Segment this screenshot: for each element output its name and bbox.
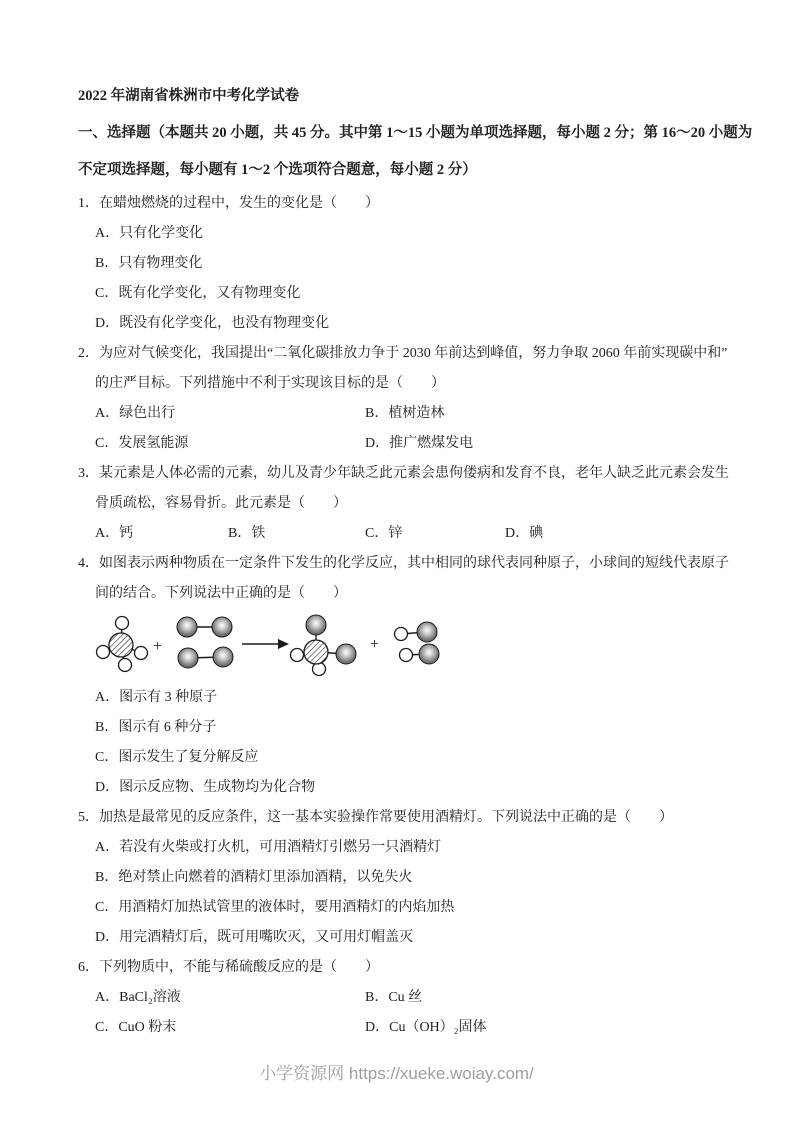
question-4 [78,549,729,803]
question-4-stem-line-2: 间的结合。下列说法中正确的是（ ） [95,586,347,601]
question-3-options-row [78,519,721,549]
product-molecule-central [291,615,357,676]
question-4-number: 4． [78,556,99,571]
question-4-option-b: B．图示有 6 种分子 [95,720,217,735]
atom-large [212,617,232,637]
page-title: 2022 年湖南省株洲市中考化学试卷 [78,88,300,104]
question-5-option-a: A．若没有火柴或打火机，可用酒精灯引燃另一只酒精灯 [95,840,442,855]
question-6-option-d: D．Cu（OH）₂固体 [365,1020,487,1035]
footer-link[interactable]: 小学资源网 https://xueke.woiay.com/ [259,1064,534,1083]
plus-sign: + [153,638,163,655]
question-6 [78,953,721,1043]
question-2-stem-line-2: 的庄严目标。下列措施中不利于实现该目标的是（ ） [95,376,445,391]
question-3-option-d: D．碘 [505,526,544,541]
atom-small [291,649,304,662]
question-2-number: 2． [78,346,99,361]
question-5-stem-text: 加热是最常见的反应条件，这一基本实验操作常要使用酒精灯。下列说法中正确的是（ ） [99,810,673,825]
atom-small [395,628,408,641]
question-1-option-a: A．只有化学变化 [95,226,204,241]
question-6-number: 6． [78,960,99,975]
question-3-stem-text: 某元素是人体必需的元素，幼儿及青少年缺乏此元素会患佝偻病和发育不良，老年人缺乏此元素会发生 [99,466,729,481]
site-footer [0,1062,793,1086]
question-6-option-b: B．Cu 丝 [365,990,423,1005]
question-4-stem-text: 如图表示两种物质在一定条件下发生的化学反应，其中相同的球代表同种原子，小球间的短线代表原子 [99,556,729,571]
atom-central-hatched [304,640,328,664]
question-2 [78,339,728,459]
question-3-stem-line-2: 骨质疏松，容易骨折。此元素是（ ） [95,496,347,511]
atom-small [97,646,110,659]
question-2-option-b: B．植树造林 [365,406,445,421]
question-5-option-c: C．用酒精灯加热试管里的液体时，要用酒精灯的内焰加热 [95,900,455,915]
section-heading [78,115,753,189]
question-5-option-b: B．绝对禁止向燃着的酒精灯里添加酒精，以免失火 [95,870,413,885]
question-6-stem-text: 下列物质中，不能与稀硫酸反应的是（ ） [99,960,379,975]
question-1-option-c: C．既有化学变化，又有物理变化 [95,286,301,301]
question-3 [78,459,729,549]
question-1-option-d: D．既没有化学变化，也没有物理变化 [95,316,330,331]
question-3-option-a: A．钙 [95,526,134,541]
question-2-options-row-2 [78,429,721,459]
atom-central-hatched [109,633,133,657]
plus-sign: + [370,636,380,653]
question-2-option-a: A．绿色出行 [95,406,176,421]
question-6-stem [78,953,721,983]
question-5-option-d: D．用完酒精灯后，既可用嘴吹灭，又可用灯帽盖灭 [95,930,414,945]
question-4-option-c: C．图示发生了复分解反应 [95,750,259,765]
atom-small [135,647,148,660]
question-4-stem-line-1 [78,549,729,579]
question-2-stem-line-1 [78,339,728,369]
atom-small [400,649,413,662]
question-1-option-b: B．只有物理变化 [95,256,203,271]
atom-large [213,647,233,667]
section-heading-line-1: 一、选择题（本题共 20 小题，共 45 分。其中第 1～15 小题为单项选择题，每小题 2 分；第 16～20 小题为 [78,125,753,141]
question-6-options-row-1 [78,983,721,1013]
question-3-stem-line-1 [78,459,729,489]
question-3-option-c: C．锌 [365,526,403,541]
question-3-number: 3． [78,466,99,481]
question-6-option-c: C．CuO 粉末 [95,1020,177,1035]
atom-small [116,617,129,630]
reactant-diatomic-pair [177,617,233,668]
question-2-option-c: C．发展氢能源 [95,436,189,451]
question-2-option-d: D．推广燃煤发电 [365,436,474,451]
product-diatomic-pair [395,622,440,664]
atom-large [417,622,437,642]
atom-large [306,615,326,635]
question-1-stem [78,189,721,219]
question-4-option-d: D．图示反应物、生成物均为化合物 [95,780,316,795]
reaction-arrow-icon [242,639,289,649]
atom-large [178,648,198,668]
question-1-number: 1． [78,196,99,211]
question-6-option-a: A．BaCl₂溶液 [95,990,181,1005]
question-1-stem-text: 在蜡烛燃烧的过程中，发生的变化是（ ） [99,196,379,211]
question-5-stem [78,803,721,833]
reaction-diagram-svg [80,609,466,683]
question-4-option-a: A．图示有 3 种原子 [95,690,218,705]
section-heading-line-2: 不定项选择题，每小题有 1～2 个选项符合题意，每小题 2 分） [78,162,477,178]
atom-large [177,617,197,637]
reactant-molecule-central [97,617,148,672]
reaction-diagram [80,609,721,683]
question-6-options-row-2 [78,1013,721,1043]
question-5-number: 5． [78,810,99,825]
question-3-option-b: B．铁 [228,526,266,541]
question-2-options-row-1 [78,399,721,429]
question-2-stem-text: 为应对气候变化，我国提出“二氧化碳排放力争于 2030 年前达到峰值，努力争取 2060 年前实现碳中和” [99,346,728,361]
atom-large [419,644,439,664]
atom-small [119,659,132,672]
question-5 [78,803,721,953]
atom-large [336,644,356,664]
question-1 [78,189,721,339]
